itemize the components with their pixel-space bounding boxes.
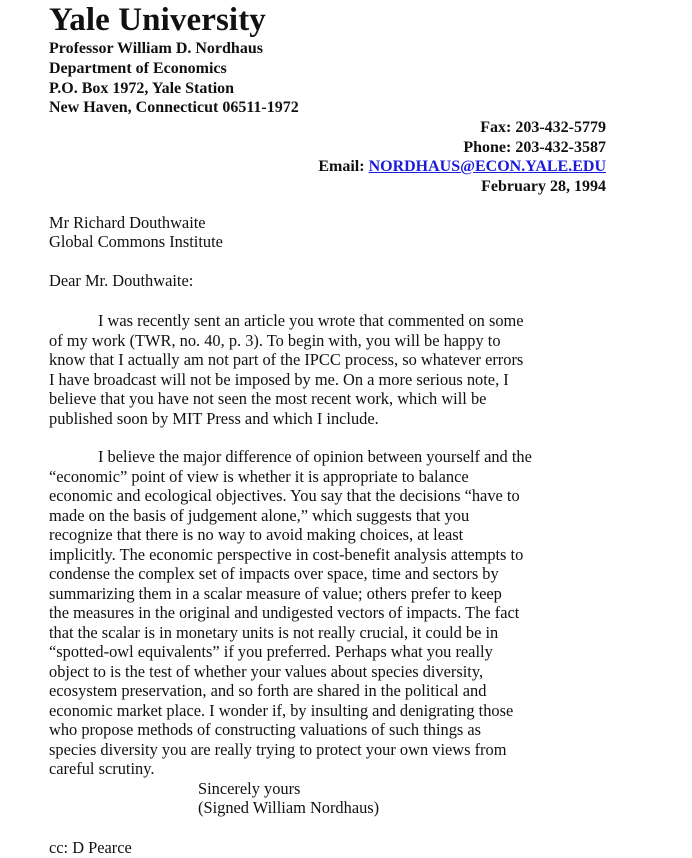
recipient-organization: Global Commons Institute bbox=[49, 232, 223, 251]
letter-date: February 28, 1994 bbox=[481, 178, 606, 195]
paragraph-line: object to is the test of whether your values about species diversity, bbox=[49, 661, 484, 681]
paragraph-line: of my work (TWR, no. 40, p. 3). To begin with, you will be happy to bbox=[49, 330, 501, 350]
valediction: Sincerely yours bbox=[198, 779, 301, 798]
email-label: Email: bbox=[318, 158, 369, 175]
sender-city: New Haven, Connecticut 06511-1972 bbox=[49, 99, 299, 116]
paragraph-line: I was recently sent an article you wrote that commented on some bbox=[98, 311, 524, 330]
sender-name: Professor William D. Nordhaus bbox=[49, 40, 263, 57]
fax-number: Fax: 203-432-5779 bbox=[480, 119, 606, 136]
email-line bbox=[318, 157, 606, 177]
body-paragraph-2 bbox=[49, 447, 619, 779]
paragraph-line: careful scrutiny. bbox=[49, 759, 155, 778]
paragraph-line: published soon by MIT Press and which I include. bbox=[49, 408, 379, 428]
paragraph-line: that the scalar is in monetary units is not really crucial, it could be in bbox=[49, 622, 499, 642]
paragraph-line: “economic” point of view is whether it is appropriate to balance bbox=[49, 466, 469, 486]
paragraph-line: I have broadcast will not be imposed by me. On a more serious note, I bbox=[49, 369, 509, 389]
email-link[interactable]: NORDHAUS@ECON.YALE.EDU bbox=[368, 158, 606, 175]
paragraph-line: believe that you have not seen the most recent work, which will be bbox=[49, 389, 487, 408]
paragraph-line: summarizing them in a scalar measure of value; others prefer to keep bbox=[49, 583, 502, 603]
paragraph-line: the measures in the original and undigested vectors of impacts. The fact bbox=[49, 603, 520, 622]
paragraph-line: recognize that there is no way to avoid making choices, at least bbox=[49, 525, 464, 544]
paragraph-line: “spotted-owl equivalents” if you preferred. Perhaps what you really bbox=[49, 642, 493, 661]
paragraph-line: condense the complex set of impacts over space, time and sectors by bbox=[49, 564, 499, 583]
signature-note: (Signed William Nordhaus) bbox=[198, 798, 380, 817]
salutation: Dear Mr. Douthwaite: bbox=[49, 271, 194, 290]
phone-number: Phone: 203-432-3587 bbox=[463, 139, 606, 156]
institution-title: Yale University bbox=[49, 2, 266, 38]
sender-box: P.O. Box 1972, Yale Station bbox=[49, 80, 235, 97]
paragraph-line: implicitly. The economic perspective in cost-benefit analysis attempts to bbox=[49, 544, 524, 564]
sender-department: Department of Economics bbox=[49, 60, 227, 77]
paragraph-line: economic market place. I wonder if, by insulting and denigrating those bbox=[49, 700, 514, 720]
paragraph-line: I believe the major difference of opinion between yourself and the bbox=[98, 447, 532, 466]
paragraph-line: species diversity you are really trying to protect your own views from bbox=[49, 739, 507, 759]
paragraph-line: economic and ecological objectives. You say that the decisions “have to bbox=[49, 486, 520, 505]
cc-line: cc: D Pearce bbox=[49, 838, 132, 857]
paragraph-line: ecosystem preservation, and so forth are shared in the political and bbox=[49, 681, 487, 700]
body-paragraph-1 bbox=[49, 311, 619, 428]
paragraph-line: who propose methods of constructing valuations of such things as bbox=[49, 720, 482, 739]
paragraph-line: made on the basis of judgement alone,” which suggests that you bbox=[49, 505, 470, 525]
recipient-name: Mr Richard Douthwaite bbox=[49, 213, 206, 232]
paragraph-line: know that I actually am not part of the IPCC process, so whatever errors bbox=[49, 350, 524, 369]
